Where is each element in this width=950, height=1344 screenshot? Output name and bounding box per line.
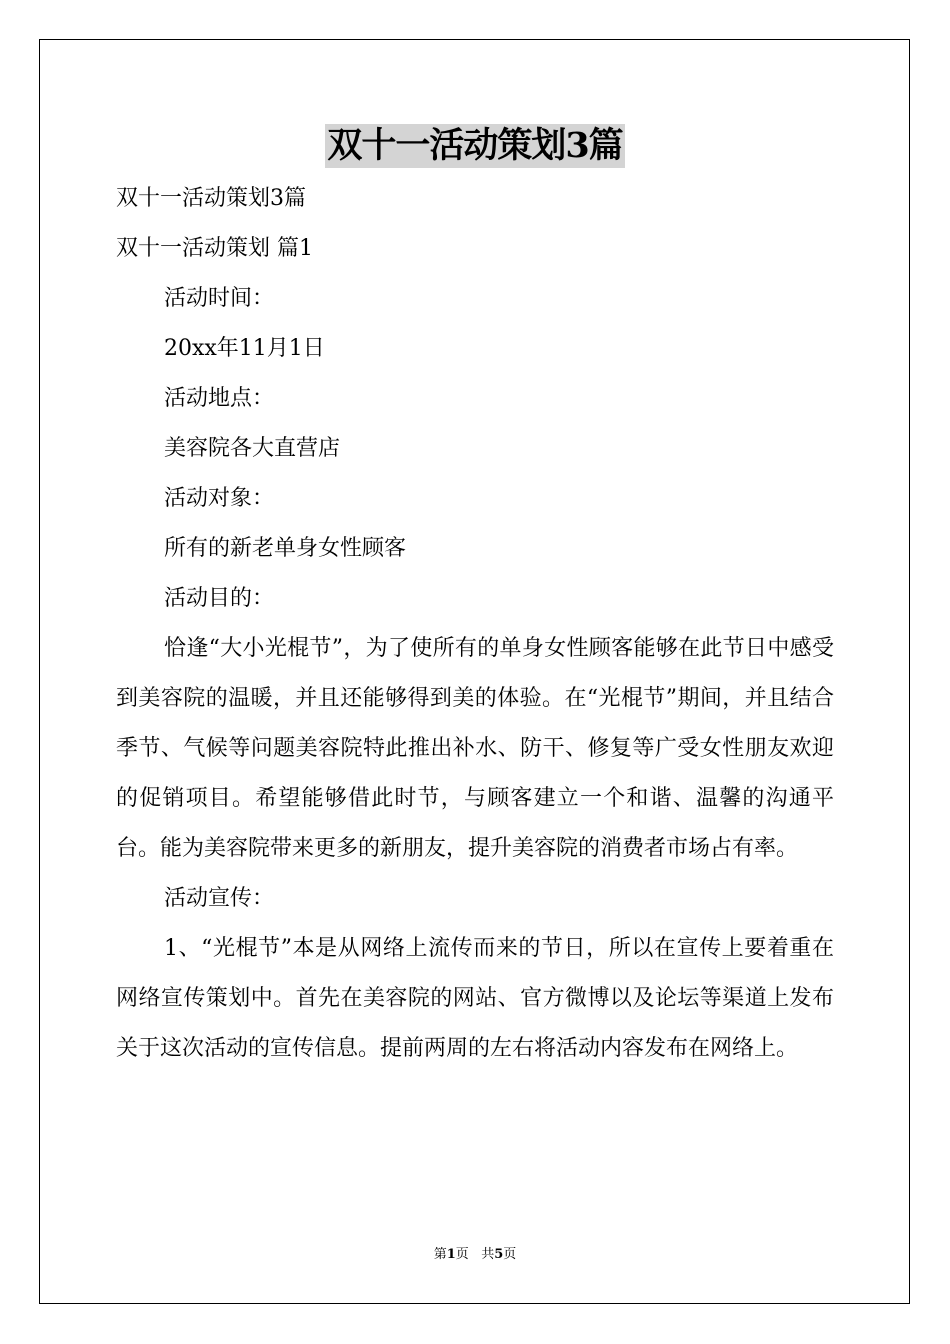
footer-page-unit: 页 bbox=[455, 1247, 469, 1262]
paragraph: 双十一活动策划3篇 bbox=[116, 186, 306, 211]
footer-total-unit: 页 bbox=[503, 1247, 517, 1262]
paragraph: 活动宣传： bbox=[164, 886, 275, 911]
footer-total-pages: 5 bbox=[494, 1247, 504, 1262]
document-title-text: 双十一活动策划3篇 bbox=[327, 125, 623, 166]
paragraph: 20xx年11月1日 bbox=[164, 336, 325, 361]
paragraph: 活动时间： bbox=[164, 286, 275, 311]
document-title bbox=[0, 124, 950, 172]
paragraph: 活动目的： bbox=[164, 586, 275, 611]
footer-total-prefix: 共 bbox=[481, 1247, 495, 1262]
document-body bbox=[116, 174, 834, 1074]
paragraph: 1、“光棍节”本是从网络上流传而来的节日，所以在宣传上要着重在网络宣传策划中。首先在美容院的网站、官方微博以及论坛等渠道上发布关于这次活动的宣传信息。提前两周的左右将活动内容发布在网络上。 bbox=[116, 936, 834, 1061]
paragraph: 美容院各大直营店 bbox=[164, 436, 341, 461]
paragraph: 恰逢“大小光棍节”，为了使所有的单身女性顾客能够在此节日中感受到美容院的温暖，并且还能够得到美的体验。在“光棍节”期间，并且结合季节、气候等问题美容院特此推出补水、防干、修复等广受女性朋友欢迎的促销项目。希望能够借此时节，与顾客建立一个和谐、温馨的沟通平台。能为美容院带来更多的新朋友，提升美容院的消费者市场占有率。 bbox=[116, 636, 834, 861]
paragraph: 所有的新老单身女性顾客 bbox=[164, 536, 407, 561]
paragraph: 活动地点： bbox=[164, 386, 275, 411]
paragraph: 双十一活动策划 篇1 bbox=[116, 236, 313, 261]
page-footer bbox=[0, 1245, 950, 1265]
footer-current-page: 1 bbox=[446, 1247, 456, 1262]
footer-prefix: 第 bbox=[433, 1247, 447, 1262]
paragraph: 活动对象： bbox=[164, 486, 275, 511]
